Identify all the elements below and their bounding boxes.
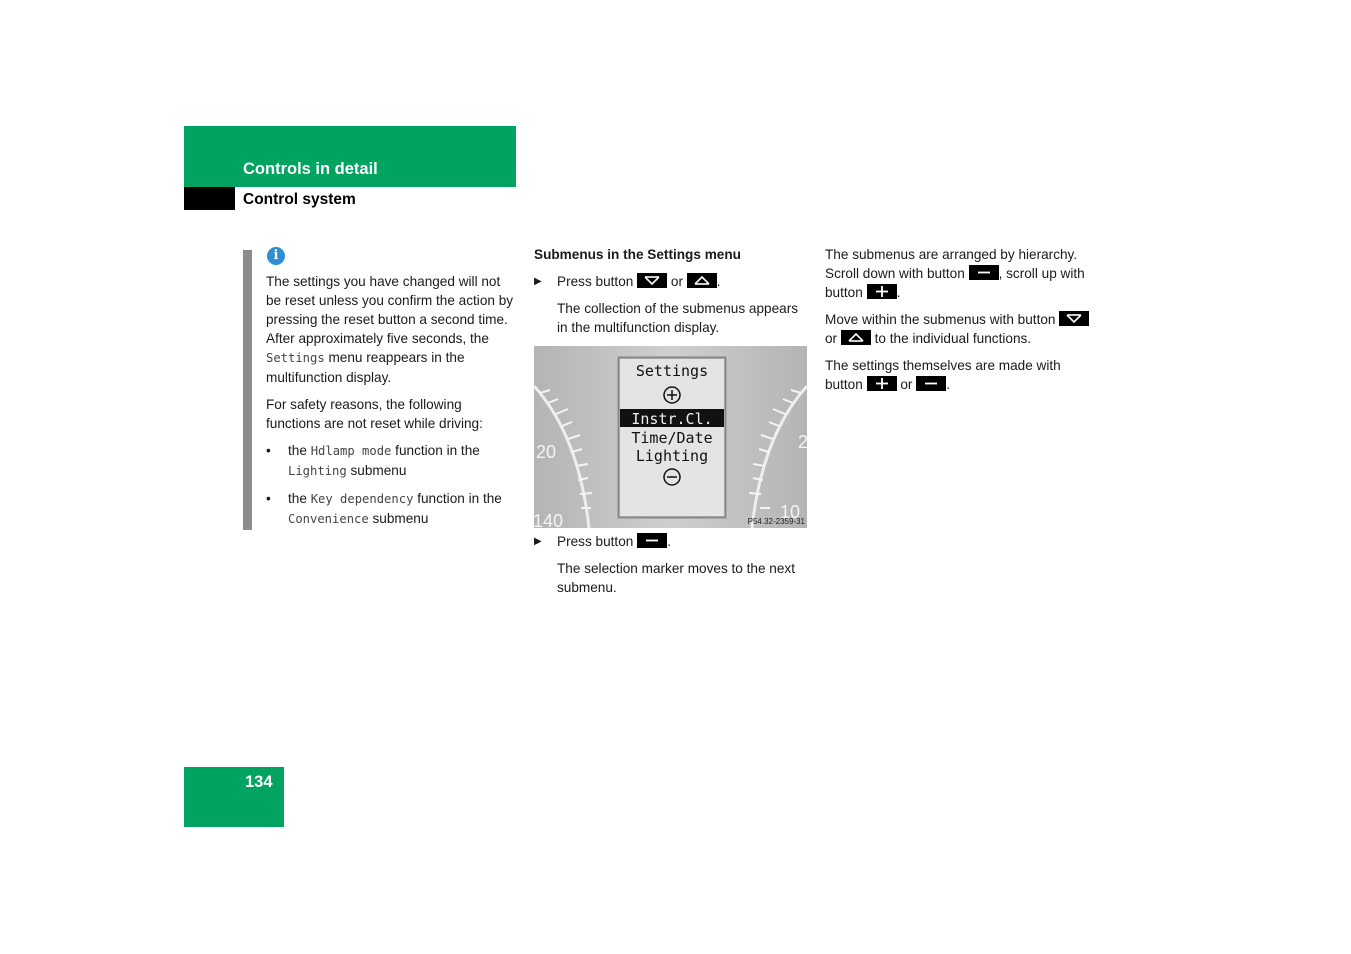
chevron-up-button-icon xyxy=(687,273,717,288)
display-title: Settings xyxy=(635,362,709,380)
gauge-label: 10 xyxy=(780,502,801,522)
gauge-label: 20 xyxy=(536,442,557,462)
step-arrow-icon: ▶ xyxy=(534,536,542,547)
plus-button-icon xyxy=(867,284,897,299)
display-item-selected: Instr.Cl. xyxy=(631,410,713,428)
step-result: The selection marker moves to the next submenu. xyxy=(557,561,795,595)
multifunction-display-figure xyxy=(533,346,809,531)
section-heading: Submenus in the Settings menu xyxy=(534,247,741,262)
instruction-step: ▶ Press button . xyxy=(534,534,671,549)
paragraph: The submenus are arranged by hierarchy. Scroll down with button , scroll up with button . xyxy=(825,247,1085,300)
middle-column-lower xyxy=(534,532,810,605)
chevron-down-button-icon xyxy=(637,273,667,288)
minus-button-icon xyxy=(969,265,999,280)
code-settings: Settings xyxy=(266,351,325,365)
note-bar xyxy=(243,250,252,530)
figure-code: P54.32-2359-31 xyxy=(747,517,805,526)
bullet-icon: • xyxy=(266,443,271,458)
instruction-step: ▶ Press button or . xyxy=(534,274,721,289)
step-arrow-icon: ▶ xyxy=(534,276,542,287)
plus-button-icon xyxy=(867,376,897,391)
middle-column xyxy=(534,245,810,345)
subsection-title: Control system xyxy=(243,191,356,208)
note-paragraph: For safety reasons, the following functions are not reset while driving: xyxy=(266,397,483,431)
chevron-down-button-icon xyxy=(1059,311,1089,326)
list-item: • the Hdlamp mode function in the Lighting submenu xyxy=(266,443,480,478)
right-column xyxy=(825,245,1101,402)
bullet-icon: • xyxy=(266,491,271,506)
paragraph: The settings themselves are made with button or . xyxy=(825,358,1061,392)
minus-button-icon xyxy=(637,533,667,548)
display-item: Time/Date xyxy=(631,429,713,447)
gauge-label: 140 xyxy=(533,511,564,531)
gauge-label: 2 xyxy=(798,432,809,452)
page-number: 134 xyxy=(245,773,273,791)
minus-button-icon xyxy=(916,376,946,391)
note-text xyxy=(266,272,518,537)
chevron-up-button-icon xyxy=(841,330,871,345)
note-paragraph: The settings you have changed will not be reset unless you confirm the action by pressing the reset button a second time. After approximately five seconds, the Settings menu reappears in the multifunction display. xyxy=(266,274,514,385)
paragraph: Move within the submenus with button or to the individual functions. xyxy=(825,310,1101,348)
display-item: Lighting xyxy=(635,447,709,465)
list-item: • the Key dependency function in the Convenience submenu xyxy=(266,491,502,526)
info-icon: i xyxy=(267,247,285,265)
section-title: Controls in detail xyxy=(243,160,378,178)
step-result: The collection of the submenus appears in the multifunction display. xyxy=(557,301,799,335)
subsection-marker xyxy=(184,187,235,210)
